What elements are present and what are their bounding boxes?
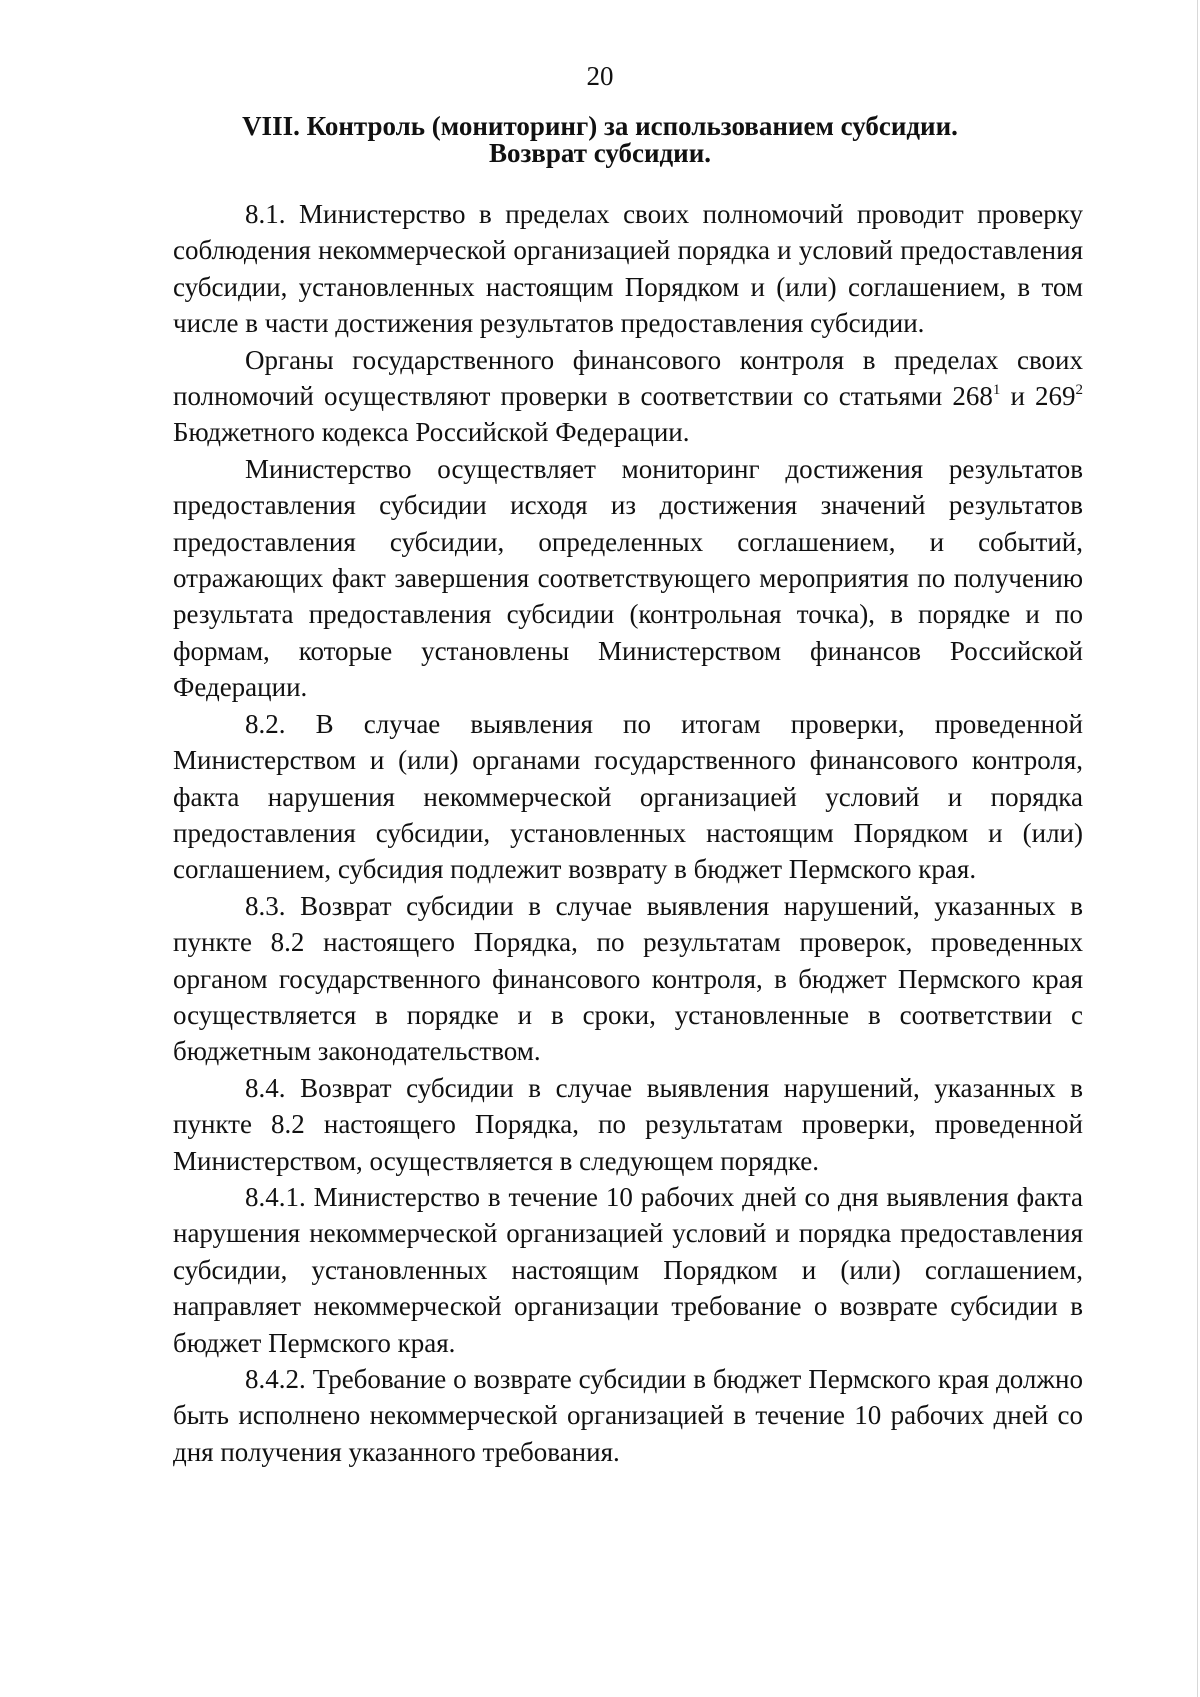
section-heading [150, 113, 1050, 167]
paragraph-8-3: 8.3. Возврат субсидии в случае выявления нарушений, указанных в пункте 8.2 настоящего Порядка, по результатам проверок, проведенных органом государственного финансового контроля, в бюджет Пермского края осуществляется в порядке и в сроки, установленные в соответствии с бюджетным законодательством. [173, 890, 1083, 1067]
paragraph-8-4: 8.4. Возврат субсидии в случае выявления нарушений, указанных в пункте 8.2 настоящего Порядка, по результатам проверки, проведенной Министерством, осуществляется в следующем порядке. [173, 1072, 1083, 1176]
paragraph-financial-control-text-3: Бюджетного кодекса Российской Федерации. [173, 417, 690, 448]
paragraph-8-1: 8.1. Министерство в пределах своих полномочий проводит проверку соблюдения некоммерческой организацией порядка и условий предоставления субсидии, установленных настоящим Порядком и (или) соглашением, в том числе в части достижения результатов предоставления субсидии. [173, 199, 1083, 339]
page-number: 20 [586, 61, 614, 91]
paragraph-financial-control [173, 342, 1083, 451]
footnote-superscript-1: 1 [992, 382, 1001, 399]
paragraph-financial-control-text-2: и 269 [1000, 381, 1076, 412]
document-body [173, 196, 1083, 1470]
paragraph-financial-control-text-1: Органы государственного финансового контроля в пределах своих полномочий осуществляют проверки в соответствии со статьями 268 [173, 344, 1083, 412]
paragraph-8-4-1: 8.4.1. Министерство в течение 10 рабочих дней со дня выявления факта нарушения некоммерческой организацией условий и порядка предоставления субсидии, установленных настоящим Порядком и (или) соглашением, направляет некоммерческой организации требование о возврате субсидии в бюджет Пермского края. [173, 1181, 1083, 1358]
paragraph-8-2: 8.2. В случае выявления по итогам проверки, проведенной Министерством и (или) органами государственного финансового контроля, факта нарушения некоммерческой организацией условий и порядка предоставления субсидии, установленных настоящим Порядком и (или) соглашением, субсидия подлежит возврату в бюджет Пермского края. [173, 708, 1083, 885]
footnote-superscript-2: 2 [1075, 382, 1083, 399]
section-heading-line-1: VIII. Контроль (мониторинг) за использованием субсидии. [242, 111, 958, 141]
section-heading-line-2: Возврат субсидии. [488, 138, 712, 168]
paragraph-monitoring: Министерство осуществляет мониторинг достижения результатов предоставления субсидии исходя из достижения значений результатов предоставления субсидии, определенных соглашением, и событий, отражающих факт завершения соответствующего мероприятия по получению результата предоставления субсидии (контрольная точка), в порядке и по формам, которые установлены Министерством финансов Российской Федерации. [173, 453, 1083, 703]
page-edge-line [1197, 0, 1198, 1697]
paragraph-8-4-2: 8.4.2. Требование о возврате субсидии в бюджет Пермского края должно быть исполнено некоммерческой организацией в течение 10 рабочих дней со дня получения указанного требования. [173, 1364, 1083, 1467]
